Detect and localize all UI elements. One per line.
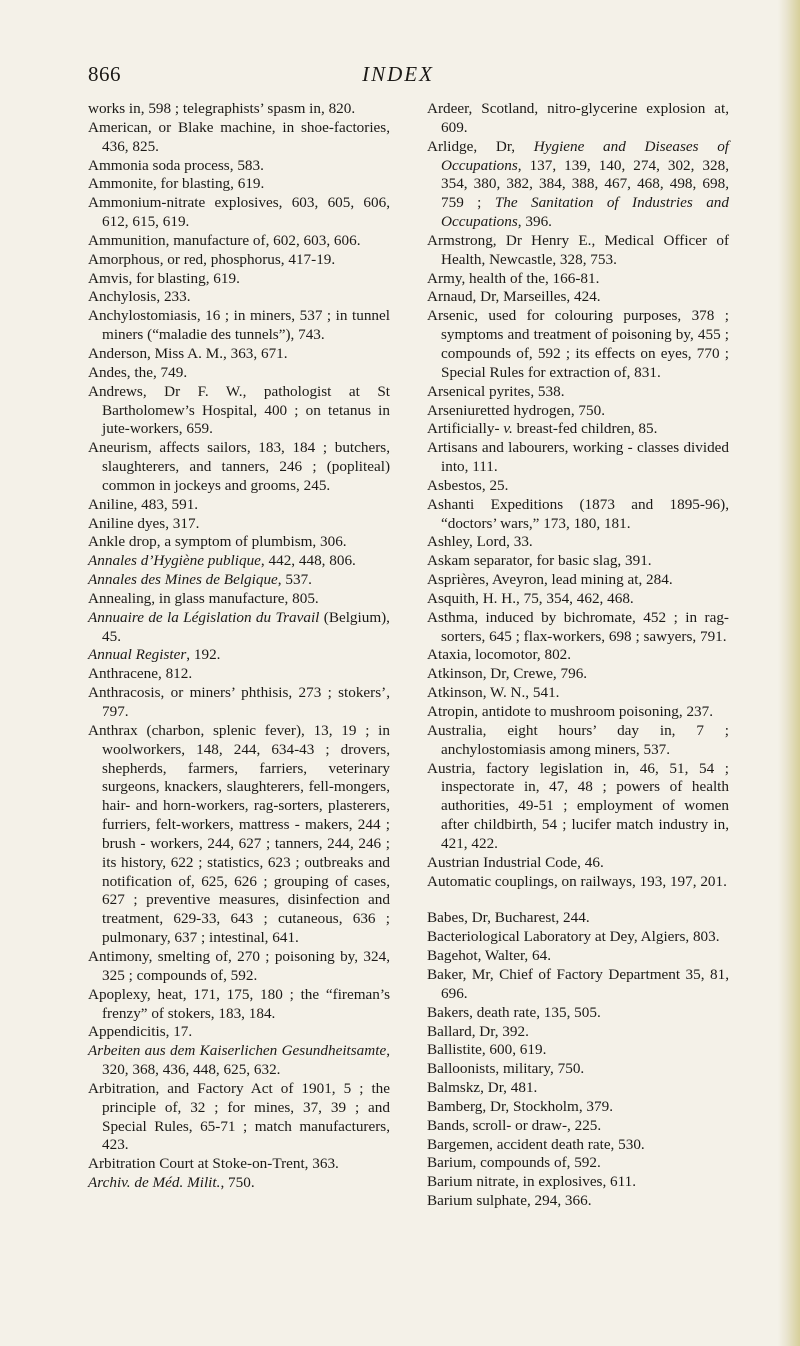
index-entry-text: , 442, 448, 806. [260,552,356,570]
index-entry-text: Ankle drop, a symptom of plumbism, 306. [88,533,347,551]
index-entry-text: Anthracosis, or miners’ phthisis, 273 ; stokers’, 797. [88,684,390,720]
index-entry-text: Arnaud, Dr, Marseilles, 424. [427,288,601,306]
index-entry-text: Askam separator, for basic slag, 391. [427,552,652,570]
index-entry-text: Army, health of the, 166-81. [427,269,600,287]
index-entry [427,646,729,665]
index-entry [88,496,390,515]
index-entry [88,986,390,1024]
index-entry [88,175,390,194]
index-entry-text: Atkinson, Dr, Crewe, 796. [427,665,588,683]
index-entry-text: Asthma, induced by bichromate, 452 ; in rag-sorters, 645 ; flax-workers, 698 ; sawyers, 791. [427,608,729,645]
index-entry-text: Arbitration Court at Stoke-on-Trent, 363. [88,1155,339,1173]
index-entry [427,909,729,928]
index-entry-text: , 750. [220,1174,255,1192]
index-entry-text: Barium, compounds of, 592. [427,1154,601,1172]
index-entry [427,383,729,402]
index-entry-text: breast-fed children, 85. [512,420,658,438]
index-entry [88,646,390,665]
index-entry-title-italic: Archiv. de Méd. Milit. [88,1174,221,1192]
index-entry-text: Barium sulphate, 294, 366. [427,1192,592,1210]
index-entry-text: Antimony, smelting of, 270 ; poisoning by, 324, 325 ; compounds of, 592. [88,947,390,984]
index-entry-text: Barium nitrate, in explosives, 611. [427,1173,637,1191]
index-entry [88,515,390,534]
index-entry-text: Ammonite, for blasting, 619. [88,175,265,193]
index-entry [88,364,390,383]
index-entry [88,1080,390,1155]
index-entry-text: Anchylosis, 233. [88,288,191,306]
left-index-column [88,100,390,1193]
index-entry-text: , 320, 368, 436, 448, 625, 632. [102,1042,390,1079]
index-entry [88,100,390,119]
index-entry [88,665,390,684]
index-entry-text: Amvis, for blasting, 619. [88,269,240,287]
index-entry [88,552,390,571]
index-entry-text: , 537. [277,571,312,589]
index-entry-text: Bands, scroll- or draw-, 225. [427,1116,602,1134]
index-entry-text: Babes, Dr, Bucharest, 244. [427,909,590,927]
index-entry [427,703,729,722]
page-edge-shading [778,0,800,1346]
index-entry-text: Armstrong, Dr Henry E., Medical Officer of Health, Newcastle, 328, 753. [427,231,729,268]
index-entry-text: Atkinson, W. N., 541. [427,684,560,702]
index-entry-text: Atropin, antidote to mushroom poisoning, 237. [427,703,714,720]
index-entry [88,609,390,647]
index-entry-text: Arlidge, Dr, [427,137,534,155]
index-entry [88,1155,390,1174]
index-entry-text: works in, 598 ; telegraphists’ spasm in, 820. [88,100,356,117]
index-entry [88,439,390,496]
index-entry-title-italic: Annales d’Hygiène publique [88,552,261,570]
index-entry [427,307,729,382]
index-entry [427,966,729,1004]
index-entry-text: Baker, Mr, Chief of Factory Department 35, 81, 696. [427,965,729,1002]
index-entry-title-italic: Annuaire de la Législation du Travail [88,608,320,626]
index-entry-text: Asbestos, 25. [427,476,509,494]
index-entry-text: Balmskz, Dr, 481. [427,1079,538,1097]
index-entry-text: , 396. [517,213,552,231]
index-entry-title-italic: Annales des Mines de Belgique [88,571,278,589]
page-header [88,62,708,92]
index-entry-text: Australia, eight hours’ day in, 7 ; anchylostomiasis among miners, 537. [427,721,729,758]
index-entry [427,1098,729,1117]
index-entry-text: Arsenical pyrites, 538. [427,382,565,400]
index-entry [427,552,729,571]
index-entry-text: Bamberg, Dr, Stockholm, 379. [427,1097,613,1115]
index-entry-text: Artificially- [427,420,504,438]
index-entry [427,420,729,439]
index-entry-text: Arbitration, and Factory Act of 1901, 5 ; the principle of, 32 ; for mines, 37, 39 ; and Special Rules, 65-71 ; match manufacturers, 423. [88,1079,390,1154]
index-entry-text: (Belgium), 45. [102,608,390,645]
index-entry [427,684,729,703]
index-entry [427,1192,729,1211]
index-entry-text: Annealing, in glass manufacture, 805. [88,589,319,607]
index-entry [427,232,729,270]
index-entry [88,383,390,440]
index-entry-text: Automatic couplings, on railways, 193, 197, 201. [427,872,727,890]
index-entry [88,157,390,176]
index-entry [427,760,729,854]
index-entry-text: Anderson, Miss A. M., 363, 671. [88,344,288,362]
index-entry-text: Austria, factory legislation in, 46, 51, 54 ; inspectorate in, 47, 48 ; powers of health authorities, 49-51 ; employment of women after childbirth, 54 ; lucifer match industry in, 421, 422. [427,759,729,852]
index-entry [88,1042,390,1080]
index-entry-text: Appendicitis, 17. [88,1023,193,1041]
index-entry [427,722,729,760]
index-entry-text: Ashley, Lord, 33. [427,533,533,551]
index-entry-text: Austrian Industrial Code, 46. [427,853,604,871]
index-entry [88,270,390,289]
index-entry [88,948,390,986]
index-entry-text: Anthrax (charbon, splenic fever), 13, 19 ; in woolworkers, 148, 244, 634-43 ; drovers, shepherds, farmers, farriers, veterinary surgeons, knackers, slaughterers, fell-mongers, hair- and horn-workers, rag-sorters, plasterers, furriers, felt-workers, mattress - makers, 244 ; brush - workers, 244, 627 ; tanners, 244, 246 ; its history, 622 ; statistics, 623 ; outbreaks and notification of, 625, 626 ; grouping of cases, 627 ; preventive measures, disinfection and treatment, 629-33, 643 ; cutaneous, 636 ; pulmonary, 637 ; intestinal, 641. [88,721,390,947]
index-entry-text: Apoplexy, heat, 171, 175, 180 ; the “fireman’s frenzy” of stokers, 183, 184. [88,985,390,1022]
index-entry [88,533,390,552]
index-entry [427,854,729,873]
index-entry [427,1023,729,1042]
index-entry [427,590,729,609]
index-entry-text: Ardeer, Scotland, nitro-glycerine explosion at, 609. [427,100,729,136]
index-entry [427,270,729,289]
index-entry [88,251,390,270]
index-entry [427,402,729,421]
index-entry [427,947,729,966]
index-entry-text: Bacteriological Laboratory at Dey, Algiers, 803. [427,928,720,946]
index-entry-text: Ballistite, 600, 619. [427,1041,547,1059]
index-entry [427,571,729,590]
index-entry [88,194,390,232]
index-entry [88,232,390,251]
index-entry-title-italic: v. [503,420,513,438]
index-entry [427,288,729,307]
index-entry-title-italic: The Sanitation of Industries and Occupations [441,194,729,231]
index-entry-text: Anthracene, 812. [88,665,193,683]
index-entry-text: Ataxia, locomotor, 802. [427,646,572,664]
index-entry-text: Artisans and labourers, working - classes divided into, 111. [427,439,729,476]
index-entry [427,1117,729,1136]
index-entry [427,665,729,684]
index-entry [427,609,729,647]
index-entry [88,684,390,722]
index-entry [88,307,390,345]
index-entry-text: Ammonium-nitrate explosives, 603, 605, 606, 612, 615, 619. [88,194,390,231]
index-entry-text: Andes, the, 749. [88,363,188,381]
index-entry [88,119,390,157]
index-entry [427,928,729,947]
index-entry-text: Aniline, 483, 591. [88,495,199,513]
index-entry-text: Andrews, Dr F. W., pathologist at St Bartholomew’s Hospital, 400 ; on tetanus in jute-workers, 659. [88,382,390,438]
index-entry-text: Asquith, H. H., 75, 354, 462, 468. [427,589,634,607]
index-entry-text: Aniline dyes, 317. [88,514,200,532]
index-entry [427,1060,729,1079]
index-entry-text: Amorphous, or red, phosphorus, 417-19. [88,250,336,268]
index-entry-text: Ammonia soda process, 583. [88,156,264,174]
index-entry-text: American, or Blake machine, in shoe-factories, 436, 825. [88,118,390,155]
index-entry [427,1136,729,1155]
index-entry [427,1079,729,1098]
index-entry-text: Ammunition, manufacture of, 602, 603, 606. [88,231,361,249]
index-entry-text: Bargemen, accident death rate, 530. [427,1135,645,1153]
index-entry-text: Bakers, death rate, 135, 505. [427,1003,601,1021]
index-entry-text: Arseniuretted hydrogen, 750. [427,401,605,419]
index-entry [88,1174,390,1193]
index-entry-title-italic: Hygiene and Diseases of Occupations [441,137,730,174]
index-entry [427,873,729,892]
index-entry [427,138,729,232]
index-entry [88,288,390,307]
index-entry-text: Arsenic, used for colouring purposes, 378 ; symptoms and treatment of poisoning by, 455 ; compounds of, 592 ; its effects on eyes, 770 ; Special Rules for extraction of, 831. [427,307,729,381]
index-entry [427,533,729,552]
right-index-column [427,100,729,1211]
index-entry-title-italic: Arbeiten aus dem Kaiserlichen Gesundheitsamte [88,1042,387,1060]
index-entry-text: Ballard, Dr, 392. [427,1022,529,1040]
index-entry [427,100,729,138]
index-entry [427,496,729,534]
running-head: INDEX [362,62,434,86]
index-entry [427,439,729,477]
index-entry-text: , 192. [186,646,221,664]
index-entry [427,1004,729,1023]
page-number: 866 [88,62,121,86]
index-entry-text: Aneurism, affects sailors, 183, 184 ; butchers, slaughterers, and tanners, 246 ; (popliteal) common in jockeys and grooms, 245. [88,439,390,494]
index-entry-text: Asprières, Aveyron, lead mining at, 284. [427,571,673,589]
index-entry [88,345,390,364]
index-entry [88,571,390,590]
index-entry [427,477,729,496]
index-entry [427,1173,729,1192]
index-entry [427,1041,729,1060]
index-entry-text: Balloonists, military, 750. [427,1060,585,1078]
index-entry-text: Anchylostomiasis, 16 ; in miners, 537 ; in tunnel miners (“maladie des tunnels”), 743. [88,307,390,344]
index-entry-title-italic: Annual Register [88,646,187,664]
index-entry-text: , 137, 139, 140, 274, 302, 328, 354, 380, 382, 384, 388, 467, 468, 498, 698, 759 ; [441,156,729,212]
index-entry [88,590,390,609]
index-entry [88,722,390,948]
index-entry-text: Ashanti Expeditions (1873 and 1895-96), “doctors’ wars,” 173, 180, 181. [427,495,729,532]
index-entry-text: Bagehot, Walter, 64. [427,947,551,965]
index-entry [88,1023,390,1042]
index-entry [427,1154,729,1173]
